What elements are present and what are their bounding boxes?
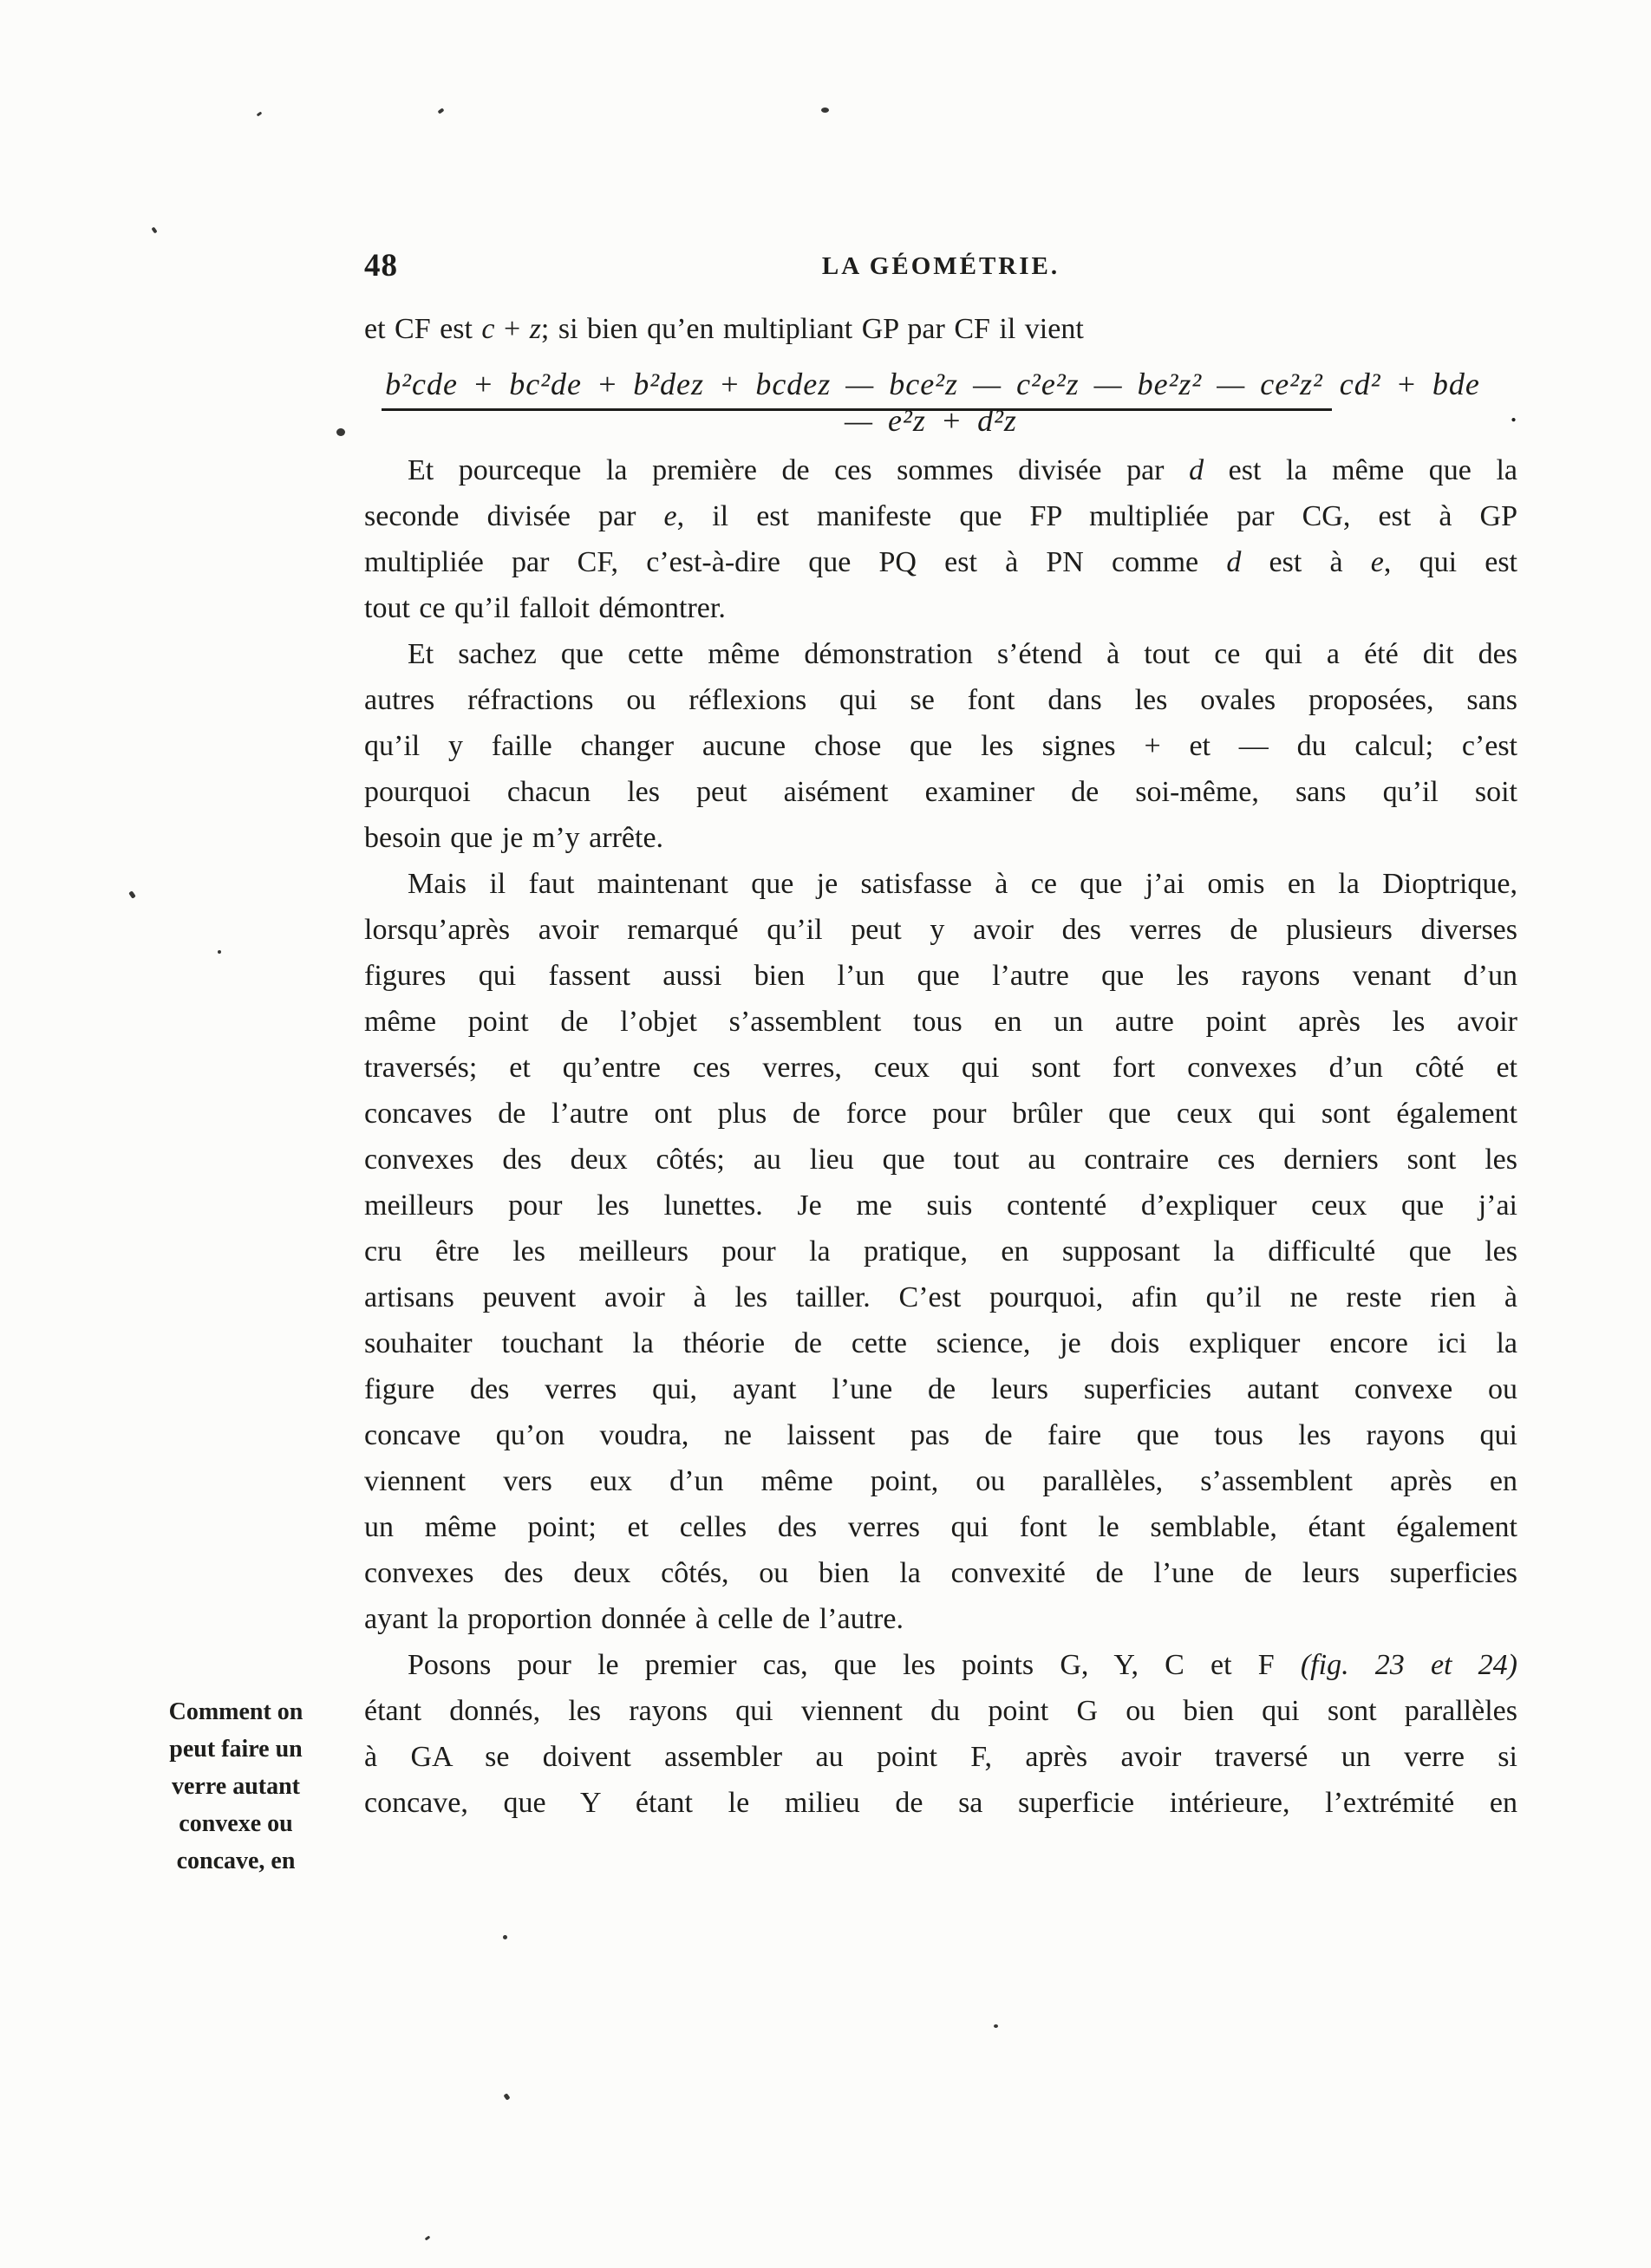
- equation-denominator: cd² + bde — e²z + d²z: [845, 367, 1480, 438]
- text-line: traversés; et qu’entre ces verres, ceux qui sont fort convexes d’un côté et: [364, 1052, 1517, 1084]
- text-line: multipliée par CF, c’est-à-dire que PQ est à PN comme d est à e, qui est: [364, 546, 1517, 578]
- text-line: ayant la proportion donnée à celle de l’autre.: [364, 1603, 904, 1635]
- scan-speck: [994, 2024, 998, 2028]
- scan-speck: [128, 890, 136, 898]
- text-line: Et pourceque la première de ces sommes divisée par d est la même que la: [408, 454, 1517, 486]
- scan-speck: [218, 950, 221, 954]
- equation-period: .: [1510, 394, 1517, 428]
- text-line: tout ce qu’il falloit démontrer.: [364, 592, 726, 624]
- paragraph: [364, 447, 1517, 631]
- text-line: besoin que je m’y arrête.: [364, 822, 664, 854]
- body-paragraphs: [364, 447, 1517, 1826]
- text-line: figures qui fassent aussi bien l’un que l’autre que les rayons venant d’un: [364, 960, 1517, 992]
- text-line: Et sachez que cette même démonstration s’étend à tout ce qui a été dit des: [408, 638, 1517, 670]
- scan-speck: [821, 108, 829, 113]
- scan-speck: [151, 226, 157, 233]
- scan-speck: [503, 2093, 510, 2101]
- margin-note-line: Comment on: [168, 1698, 303, 1725]
- scan-speck: [503, 1935, 507, 1939]
- text-line: un même point; et celles des verres qui font le semblable, étant également: [364, 1511, 1517, 1543]
- paragraph: [364, 631, 1517, 861]
- text-line: meilleurs pour les lunettes. Je me suis contenté d’expliquer ceux que j’ai: [364, 1189, 1517, 1222]
- text-line: concave, que Y étant le milieu de sa superficie intérieure, l’extrémité en: [364, 1787, 1517, 1819]
- scan-speck: [437, 108, 444, 114]
- text-line: convexes des deux côtés, ou bien la convexité de l’une de leurs superficies: [364, 1557, 1517, 1589]
- text-line: artisans peuvent avoir à les tailler. C’est pourquoi, afin qu’il ne reste rien à: [364, 1281, 1517, 1313]
- text-line: pourquoi chacun les peut aisément examiner de soi-même, sans qu’il soit: [364, 776, 1517, 808]
- text-line: concaves de l’autre ont plus de force pour brûler que ceux qui sont également: [364, 1098, 1517, 1130]
- text-line: étant donnés, les rayons qui viennent du point G ou bien qui sont parallèles: [364, 1695, 1517, 1727]
- text-line: viennent vers eux d’un même point, ou parallèles, s’assemblent après en: [364, 1465, 1517, 1497]
- text-line: autres réfractions ou réflexions qui se font dans les ovales proposées, sans: [364, 684, 1517, 716]
- text-line: souhaiter touchant la théorie de cette science, je dois expliquer encore ici la: [364, 1327, 1517, 1359]
- text-line: figure des verres qui, ayant l’une de leurs superficies autant convexe ou: [364, 1373, 1517, 1405]
- scan-speck: [336, 428, 345, 436]
- text-line: Mais il faut maintenant que je satisfasse à ce que j’ai omis en la Dioptrique,: [408, 868, 1517, 900]
- text-line: qu’il y faille changer aucune chose que les signes + et — du calcul; c’est: [364, 730, 1517, 762]
- text-line: lorsqu’après avoir remarqué qu’il peut y avoir des verres de plusieurs diverses: [364, 914, 1517, 946]
- text-line: seconde divisée par e, il est manifeste que FP multipliée par CG, est à GP: [364, 500, 1517, 532]
- page-number: 48: [364, 248, 398, 284]
- text-block: [364, 247, 1517, 1826]
- text-line: convexes des deux côtés; au lieu que tout au contraire ces derniers sont les: [364, 1144, 1517, 1176]
- scan-speck: [257, 112, 263, 117]
- text-line: cru être les meilleurs pour la pratique, en supposant la difficulté que les: [364, 1235, 1517, 1268]
- equation-fraction: [364, 366, 1498, 439]
- text-line: même point de l’objet s’assemblent tous en un autre point après les avoir: [364, 1006, 1517, 1038]
- page-header: [364, 247, 1517, 296]
- running-title: LA GÉOMÉTRIE.: [821, 252, 1060, 280]
- text-line: concave qu’on voudra, ne laissent pas de faire que tous les rayons qui: [364, 1419, 1517, 1451]
- margin-note: [115, 1693, 356, 1880]
- intro-line: et CF est c + z; si bien qu’en multipliant GP par CF il vient: [364, 313, 1084, 345]
- text-line: Posons pour le premier cas, que les points G, Y, C et F (fig. 23 et 24): [408, 1649, 1517, 1681]
- margin-note-line: peut faire un: [169, 1736, 303, 1763]
- equation: [364, 366, 1517, 439]
- margin-note-line: convexe ou: [179, 1810, 293, 1837]
- margin-note-line: verre autant: [172, 1773, 300, 1800]
- margin-note-line: concave, en: [176, 1848, 296, 1874]
- text-line: à GA se doivent assembler au point F, après avoir traversé un verre si: [364, 1741, 1517, 1773]
- equation-numerator: b²cde + bc²de + b²dez + bcdez — bce²z — c²e²z — be²z² — ce²z²: [382, 367, 1332, 411]
- paragraph: [364, 1642, 1517, 1826]
- scan-speck: [425, 2236, 431, 2241]
- paragraph: [364, 861, 1517, 1642]
